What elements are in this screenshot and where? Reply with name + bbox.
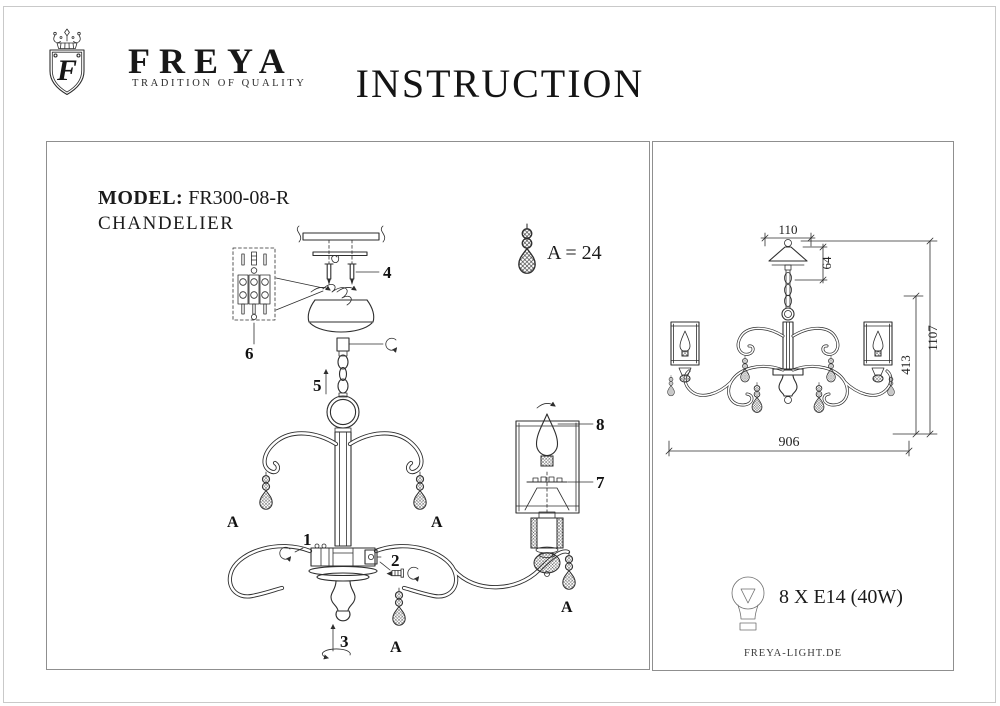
shade: [516, 421, 593, 513]
candle-bulb: [537, 403, 594, 466]
page-title: INSTRUCTION: [355, 61, 645, 106]
crystal-label: A: [431, 514, 443, 531]
dim-canopy-height: [795, 244, 834, 283]
part-label-2: 2: [391, 551, 400, 570]
crystal-count-note: A = 24: [547, 242, 602, 264]
dimension-diagram: [653, 142, 953, 670]
arms: [230, 433, 568, 596]
central-column: [335, 432, 351, 546]
span-value: 906: [778, 435, 800, 450]
crystal-label: A: [390, 639, 402, 656]
total-height-value: 1107: [925, 325, 940, 351]
dimensions-panel: [652, 141, 954, 671]
part-label-8: 8: [596, 415, 605, 434]
part-label-4: 4: [383, 263, 392, 282]
overview-crystals: [668, 356, 895, 413]
terminal-block: [233, 248, 323, 344]
canopy-width-value: 110: [778, 222, 798, 237]
overview-arms: [685, 328, 891, 405]
model-label: MODEL:: [98, 187, 184, 209]
overview-hub: [773, 369, 803, 404]
model-value: FR300-08-R: [188, 187, 290, 209]
brand-monogram: F: [56, 54, 78, 87]
part-label-3: 3: [340, 632, 349, 651]
overview-shades: [671, 322, 892, 382]
assembly-panel: [46, 141, 650, 670]
part-label-5: 5: [313, 376, 322, 395]
crystal-label: A: [227, 514, 239, 531]
mounting-bracket: [311, 240, 379, 292]
stem: [782, 270, 794, 370]
bulb-spec: 8 X E14 (40W): [779, 586, 903, 608]
canopy-height-value: 64: [819, 256, 834, 270]
ceiling: [297, 226, 384, 242]
suspension-chain: [326, 355, 348, 394]
body-height-value: 413: [898, 355, 913, 375]
part-label-7: 7: [596, 473, 605, 492]
dim-canopy-width: [761, 222, 815, 246]
part-label-6: 6: [245, 344, 254, 363]
product-type: CHANDELIER: [98, 213, 235, 234]
bulb-outline-icon: [732, 577, 764, 630]
dim-span: [666, 435, 912, 456]
brand-tagline: TRADITION OF QUALITY: [132, 78, 307, 89]
hanging-ring: [327, 393, 359, 432]
freya-crest-icon: [44, 26, 90, 98]
crystal-label: A: [561, 599, 573, 616]
ceiling-cup: [769, 240, 807, 271]
part-label-1: 1: [303, 530, 312, 549]
assembly-diagram: [47, 142, 649, 669]
brand-name: FREYA: [128, 41, 294, 81]
canopy: [308, 284, 396, 356]
website: FREYA-LIGHT.DE: [743, 648, 843, 659]
